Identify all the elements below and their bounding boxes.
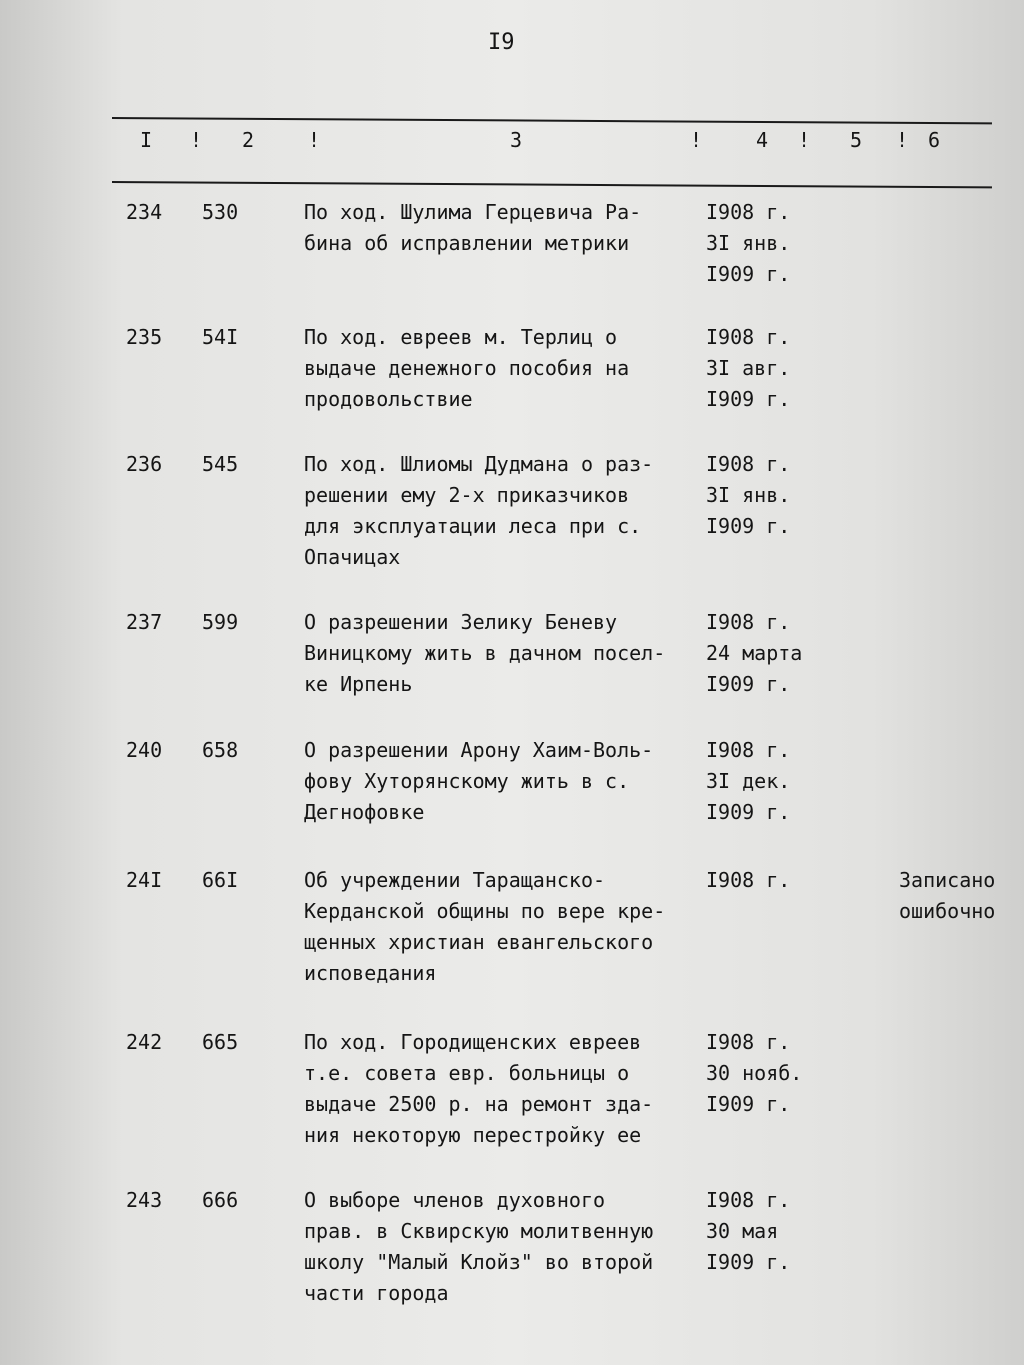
page-number: I9 [488, 30, 515, 55]
entry-note [899, 865, 1009, 927]
description-line: бина об исправлении метрики [304, 231, 630, 255]
file-number: 666 [202, 1188, 239, 1212]
table-header [112, 128, 992, 168]
date-line: I909 г. [706, 1092, 791, 1116]
file-number: 54I [202, 325, 239, 349]
description-line: Виницкому жить в дачном посел- [304, 641, 666, 665]
file-number: 658 [202, 738, 239, 762]
entry-number: 240 [126, 738, 163, 762]
date-line: 3I авг. [706, 356, 791, 380]
entry-dates [706, 865, 826, 896]
header-col3: 3 [510, 128, 523, 152]
entry-number: 236 [126, 452, 163, 476]
description-line: части города [304, 1281, 449, 1305]
description-line: фову Хуторянскому жить в с. [304, 769, 630, 793]
bleed-through-text [305, 262, 316, 283]
description-line: Об учреждении Таращанско- [304, 868, 606, 892]
entry-number: 237 [126, 610, 163, 634]
description-line: щенных христиан евангельского [304, 930, 654, 954]
header-separator: ! [190, 128, 203, 152]
note-line: ошибочно [899, 899, 996, 923]
header-col4: 4 [756, 128, 769, 152]
file-number: 665 [202, 1030, 239, 1054]
description-line: для эксплуатации леса при с. [304, 514, 642, 538]
date-line: 3I янв. [706, 483, 791, 507]
date-line: I909 г. [706, 262, 791, 286]
entry-number: 242 [126, 1030, 163, 1054]
description-line: Керданской общины по вере кре- [304, 899, 666, 923]
header-separator: ! [798, 128, 811, 152]
entry-number: 24I [126, 868, 163, 892]
date-line: 24 марта [706, 641, 803, 665]
entry-description [304, 449, 704, 573]
header-col5: 5 [850, 128, 863, 152]
date-line: I909 г. [706, 387, 791, 411]
description-line: решении ему 2-х приказчиков [304, 483, 630, 507]
description-line: ния некоторую перестройку ее [304, 1123, 642, 1147]
note-line: Записано [899, 868, 996, 892]
date-line: I909 г. [706, 800, 791, 824]
entry-description [304, 197, 704, 259]
date-line: 3I дек. [706, 769, 791, 793]
entry-description [304, 607, 704, 700]
entry-dates [706, 1027, 826, 1120]
description-line: исповедания [304, 961, 437, 985]
description-line: т.е. совета евр. больницы о [304, 1061, 630, 1085]
file-number: 66I [202, 868, 239, 892]
header-separator: ! [690, 128, 703, 152]
entry-number: 243 [126, 1188, 163, 1212]
header-separator: ! [308, 128, 321, 152]
header-col6: 6 [928, 128, 941, 152]
date-line: I908 г. [706, 1030, 791, 1054]
date-line: I908 г. [706, 452, 791, 476]
entry-description [304, 1027, 704, 1151]
table-header-rule [112, 181, 992, 188]
file-number: 530 [202, 200, 239, 224]
date-line: I908 г. [706, 200, 791, 224]
description-line: По ход. Городищенских евреев [304, 1030, 642, 1054]
description-line: выдаче денежного пособия на [304, 356, 630, 380]
date-line: I909 г. [706, 514, 791, 538]
date-line: I908 г. [706, 610, 791, 634]
date-line: I908 г. [706, 325, 791, 349]
description-line: Дегнофовке [304, 800, 425, 824]
header-separator: ! [896, 128, 909, 152]
entry-dates [706, 322, 826, 415]
header-col1: I [140, 128, 153, 152]
description-line: По ход. евреев м. Терлиц о [304, 325, 618, 349]
date-line: 3I янв. [706, 231, 791, 255]
entry-number: 234 [126, 200, 163, 224]
description-line: По ход. Шлиомы Дудмана о раз- [304, 452, 654, 476]
description-line: О разрешении Зелику Беневу [304, 610, 618, 634]
entry-description [304, 322, 704, 415]
entry-dates [706, 607, 826, 700]
file-number: 599 [202, 610, 239, 634]
description-line: прав. в Сквирскую молитвенную [304, 1219, 654, 1243]
entry-description [304, 1185, 704, 1309]
date-line: I908 г. [706, 868, 791, 892]
date-line: I909 г. [706, 672, 791, 696]
table-top-rule [112, 117, 992, 124]
description-line: О выборе членов духовного [304, 1188, 606, 1212]
date-line: 30 мая [706, 1219, 779, 1243]
description-line: ке Ирпень [304, 672, 413, 696]
date-line: I909 г. [706, 1250, 791, 1274]
entry-description [304, 865, 704, 989]
date-line: I908 г. [706, 1188, 791, 1212]
entry-description [304, 735, 704, 828]
header-col2: 2 [242, 128, 255, 152]
entry-dates [706, 449, 826, 542]
description-line: Опачицах [304, 545, 401, 569]
entry-dates [706, 197, 826, 290]
description-line: О разрешении Арону Хаим-Воль- [304, 738, 654, 762]
description-line: школу "Малый Клойз" во второй [304, 1250, 654, 1274]
date-line: 30 нояб. [706, 1061, 803, 1085]
entry-number: 235 [126, 325, 163, 349]
file-number: 545 [202, 452, 239, 476]
description-line: По ход. Шулима Герцевича Ра- [304, 200, 642, 224]
date-line: I908 г. [706, 738, 791, 762]
entry-dates [706, 735, 826, 828]
description-line: выдаче 2500 р. на ремонт зда- [304, 1092, 654, 1116]
entry-dates [706, 1185, 826, 1278]
description-line: продовольствие [304, 387, 473, 411]
